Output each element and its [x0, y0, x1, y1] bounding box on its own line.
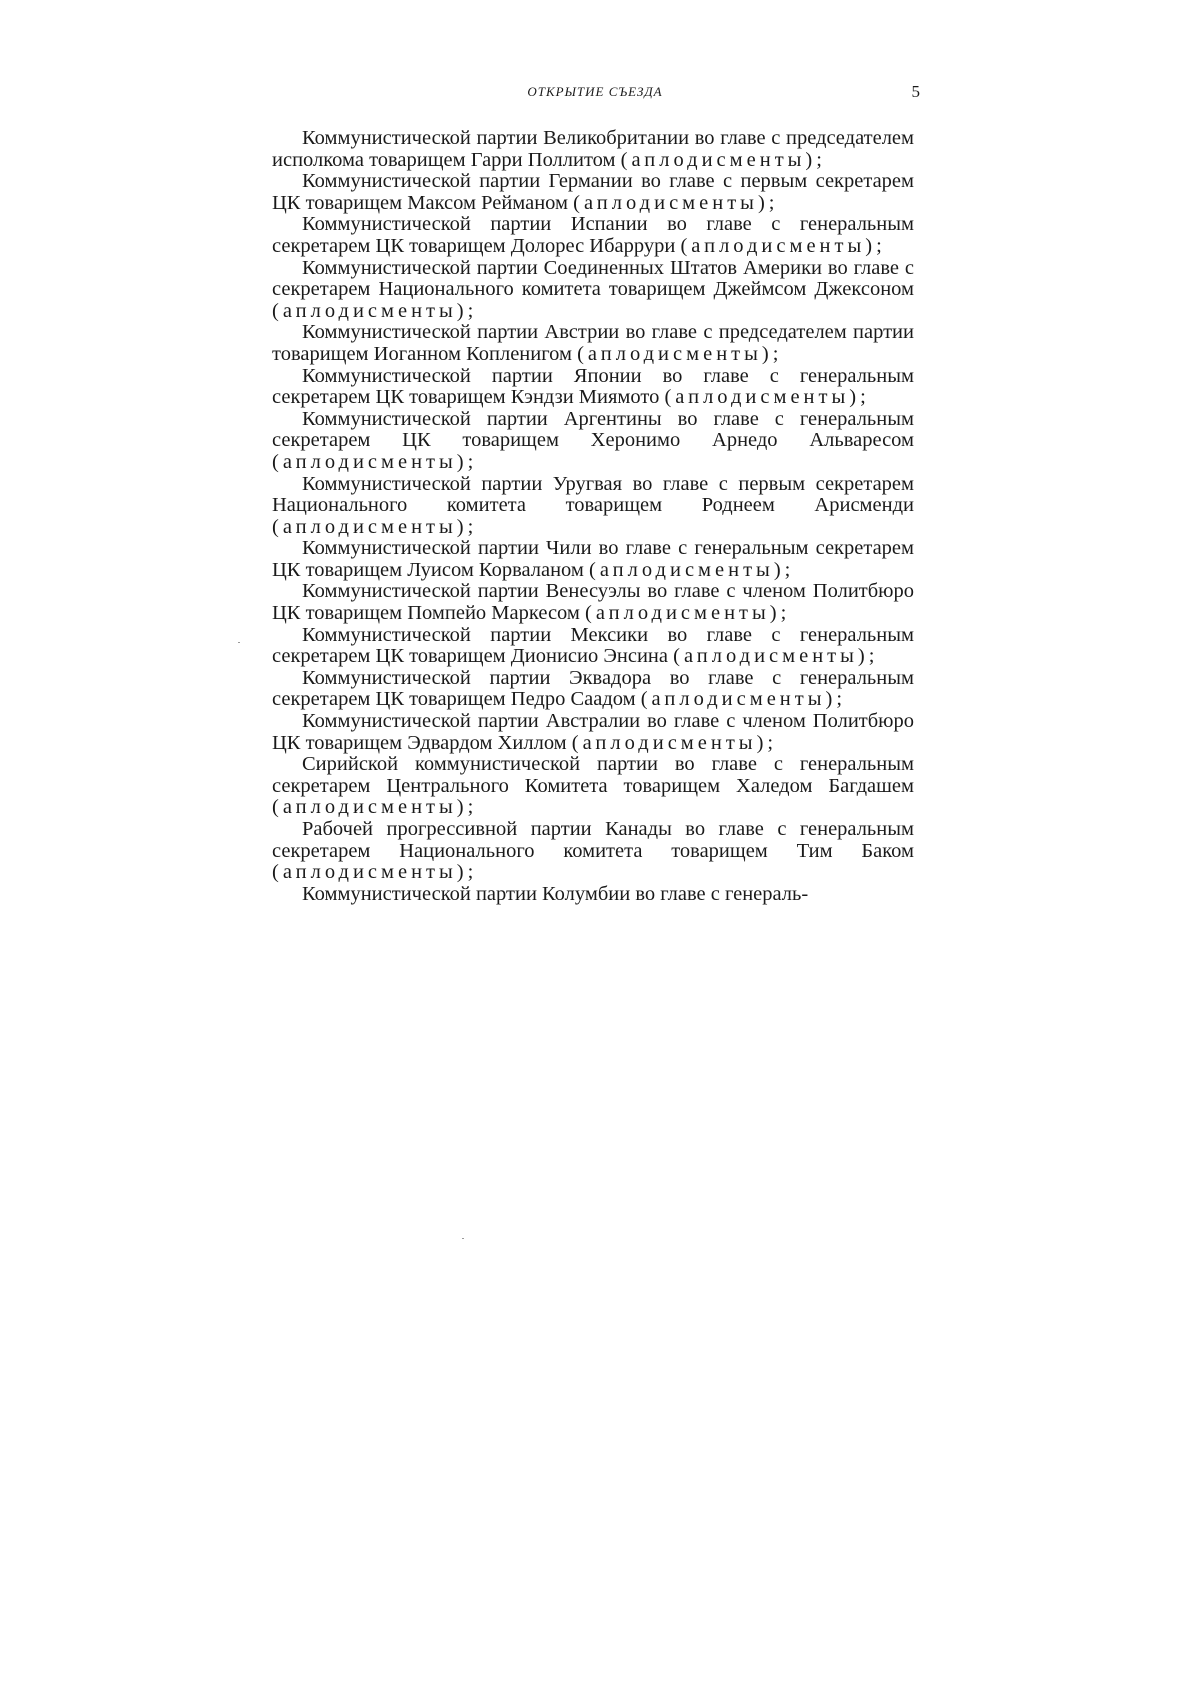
scan-speck: [238, 642, 240, 643]
paragraph-end: ;: [772, 342, 779, 365]
paragraph-text: Коммунистической партии Венесуэлы во главе с членом Политбюро ЦК товарищем Помпейо Маркесом: [272, 580, 914, 625]
applause-note: (аплодисменты): [589, 558, 785, 581]
paragraph: [272, 171, 914, 214]
paragraph-text: Коммунистической партии Колумбии во главе с генераль-: [302, 882, 809, 905]
paragraph-text: Коммунистической партии Эквадора во главе с генеральным секретарем ЦК товарищем Педро Саадом: [272, 666, 914, 711]
paragraph: [272, 538, 914, 581]
applause-note: (аплодисменты): [620, 148, 817, 171]
applause-note: (аплодисменты): [680, 234, 877, 257]
paragraph-text: Коммунистической партии Японии во главе с генеральным секретарем ЦК товарищем Кэндзи Миямото: [272, 364, 914, 409]
paragraph: [272, 322, 914, 365]
paragraph-text: Коммунистической партии Соединенных Штатов Америки во главе с секретарем Национального комитета товарищем Джеймсом Джексоном: [272, 256, 914, 301]
applause-note: (аплодисменты): [272, 796, 468, 819]
paragraph: [272, 366, 914, 409]
paragraph: [272, 409, 914, 474]
paragraph-text: Сирийской коммунистической партии во главе с генеральным секретарем Центрального Комитета товарищем Халедом Багдашем: [272, 753, 914, 797]
paragraph: [272, 581, 914, 624]
paragraph-text: Коммунистической партии Испании во главе с генеральным секретарем ЦК товарищем Долорес Ибаррури: [272, 213, 914, 257]
paragraph-end: ;: [868, 645, 875, 668]
paragraph-text: Коммунистической партии Чили во главе с генеральным секретарем ЦК товарищем Луисом Корваланом: [272, 537, 914, 581]
paragraph: [272, 754, 914, 819]
paragraph-end: ;: [467, 450, 474, 473]
paragraph-end: ;: [860, 386, 866, 409]
applause-note: (аплодисменты): [673, 645, 869, 668]
paragraph-text: Коммунистической партии Австрии во главе с председателем партии товарищем Иоганном Копленигом: [272, 321, 914, 365]
paragraph: [272, 819, 914, 884]
paragraph-end: ;: [467, 796, 474, 819]
paragraph: [272, 884, 914, 906]
paragraph-end: ;: [784, 558, 791, 581]
paragraph: [272, 711, 914, 754]
paragraph-end: ;: [467, 861, 474, 884]
paragraph-end: ;: [780, 602, 787, 625]
applause-note: (аплодисменты): [272, 450, 468, 473]
scan-speck: [462, 1238, 464, 1239]
paragraph: [272, 214, 914, 257]
paragraph-text: Коммунистической партии Мексики во главе с генеральным секретарем ЦК товарищем Дионисио Энсина: [272, 623, 914, 668]
paragraph-end: ;: [767, 731, 774, 754]
applause-note: (аплодисменты): [585, 602, 781, 625]
page-number: 5: [911, 82, 920, 101]
paragraph-end: ;: [467, 515, 474, 538]
paragraph: [272, 128, 914, 171]
applause-note: (аплодисменты): [577, 342, 773, 365]
applause-note: (аплодисменты): [573, 191, 769, 214]
paragraph-text: Коммунистической партии Уругвая во главе с первым секретарем Национального комитета товарищем Роднеем Арисменди: [272, 472, 914, 517]
paragraph-end: ;: [467, 299, 474, 322]
applause-note: (аплодисменты): [272, 861, 468, 884]
paragraph-end: ;: [876, 234, 882, 257]
paragraph: [272, 625, 914, 668]
paragraph-end: ;: [836, 688, 843, 711]
paragraph-end: ;: [816, 148, 822, 171]
paragraph: [272, 668, 914, 711]
applause-note: (аплодисменты): [272, 299, 468, 322]
paragraph-end: ;: [768, 191, 775, 214]
paragraph-text: Рабочей прогрессивной партии Канады во главе с генеральным секретарем Национального комитета товарищем Тим Баком: [272, 818, 914, 862]
paragraph: [272, 474, 914, 539]
paragraph: [272, 258, 914, 323]
applause-note: (аплодисменты): [272, 515, 468, 538]
paragraph-text: Коммунистической партии Германии во главе с первым секретарем ЦК товарищем Максом Рейманом: [272, 170, 914, 214]
applause-note: (аплодисменты): [640, 688, 837, 711]
running-head: [270, 84, 920, 104]
paragraph-text: Коммунистической партии Великобритании во главе с председателем исполкома товарищем Гарри Поллитом: [272, 127, 914, 171]
paragraph-text: Коммунистической партии Аргентины во главе с генеральным секретарем ЦК товарищем Херонимо Арнедо Альваресом: [272, 407, 914, 452]
running-title: ОТКРЫТИЕ СЪЕЗДА: [527, 84, 663, 99]
body-text: [272, 128, 914, 905]
paragraph-text: Коммунистической партии Австралии во главе с членом Политбюро ЦК товарищем Эдвардом Хиллом: [272, 710, 914, 754]
applause-note: (аплодисменты): [571, 731, 768, 754]
applause-note: (аплодисменты): [664, 386, 861, 409]
